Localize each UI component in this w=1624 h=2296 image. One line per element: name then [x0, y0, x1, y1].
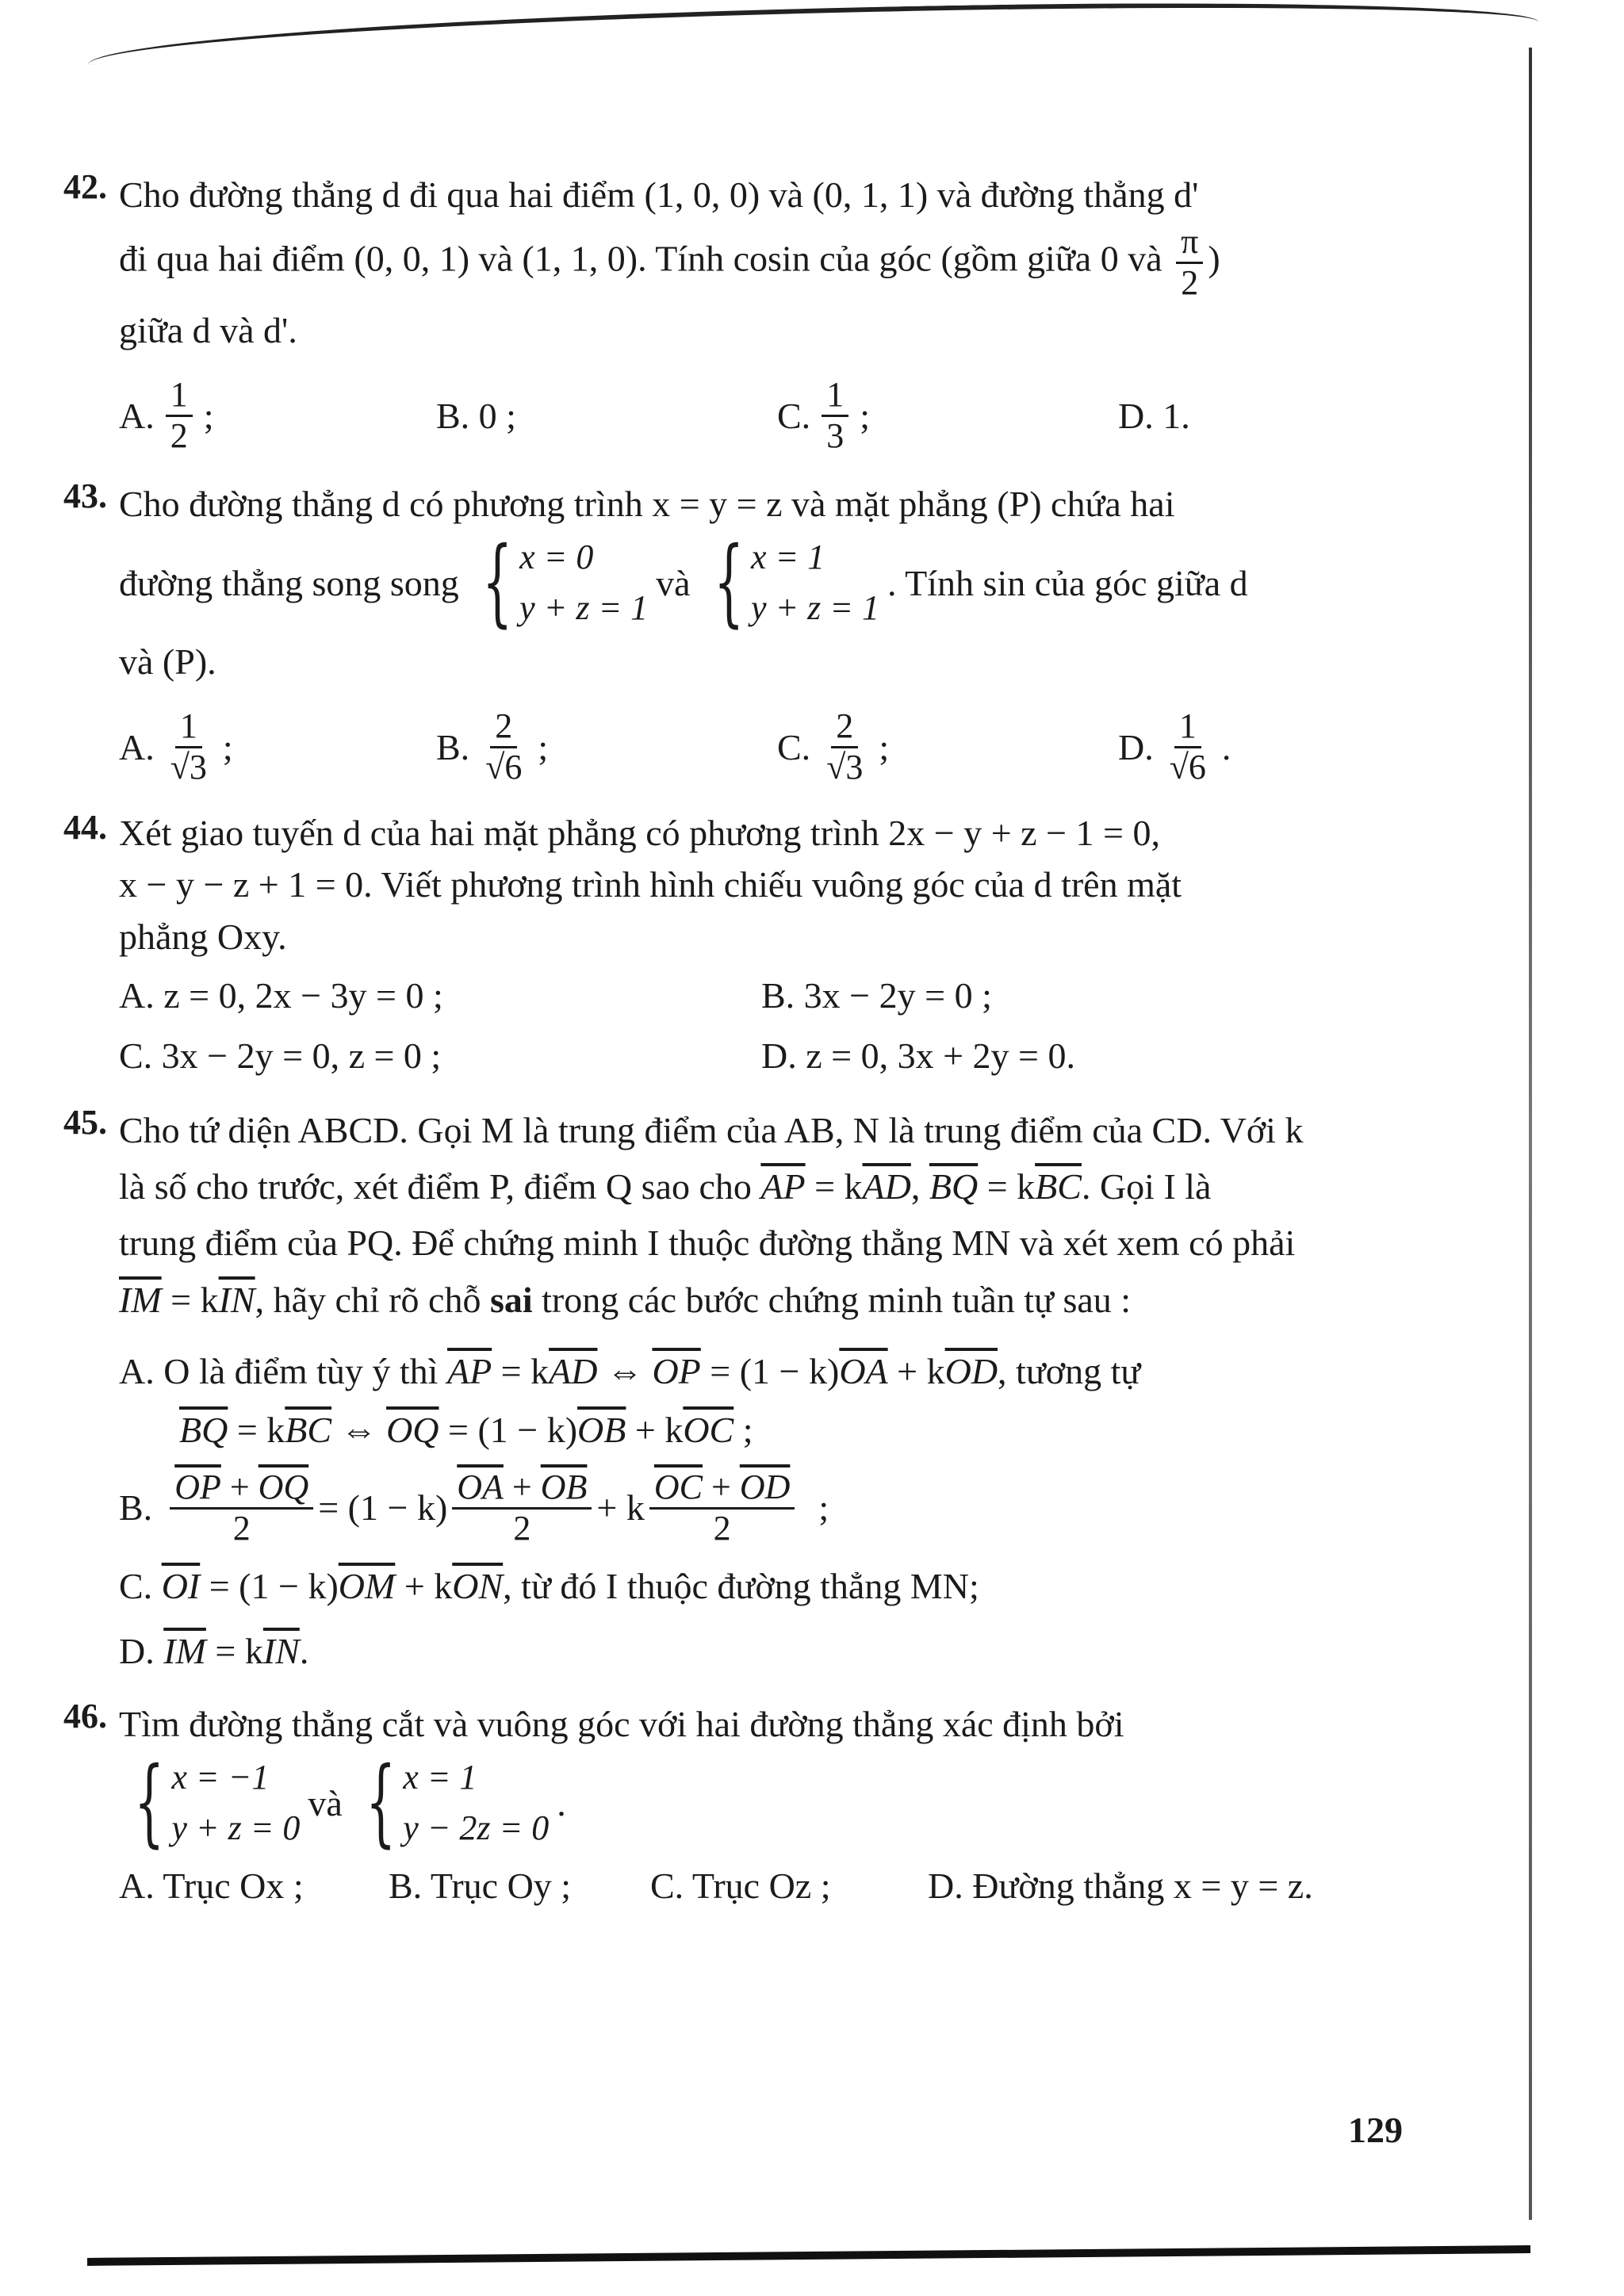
numerator — [649, 1468, 795, 1509]
equation-system — [699, 527, 879, 638]
fraction — [166, 707, 212, 786]
iff-symbol: ⇔ — [340, 1409, 377, 1450]
numerator: 1 — [166, 376, 193, 416]
option-b — [436, 707, 777, 786]
text-segment: . — [299, 1630, 309, 1671]
text-segment: = k — [986, 1166, 1036, 1207]
text-segment: = k — [215, 1630, 263, 1671]
text-segment: , tương tự — [998, 1351, 1141, 1392]
text-segment: = k — [236, 1409, 285, 1450]
text-line: giữa d và d'. — [119, 310, 297, 351]
text-line — [119, 1747, 1404, 1858]
vector: $\overline{OA}$ — [457, 1468, 504, 1507]
text-segment: = (1 − k) — [209, 1566, 339, 1606]
vector: $\overline{OQ}$ — [258, 1468, 309, 1507]
option-a: A. Trục Ox ; — [119, 1866, 304, 1907]
option-c — [777, 707, 1118, 786]
text-segment: + k — [596, 1487, 645, 1529]
text-segment: = (1 − k) — [448, 1409, 578, 1450]
option-a: A. z = 0, 2x − 3y = 0 ; — [119, 975, 443, 1016]
fraction — [170, 1468, 313, 1548]
brace-icon: { — [365, 1747, 396, 1858]
text-segment: ) — [1208, 238, 1220, 279]
question-46 — [63, 1696, 1404, 1907]
vector: $\overline{OP}$ — [652, 1351, 701, 1392]
text-segment: . — [557, 1782, 566, 1823]
brace-icon: { — [713, 527, 744, 638]
option-c: C. Trục Oz ; — [650, 1866, 831, 1907]
denominator: 2 — [713, 1508, 731, 1548]
vector: $\overline{BQ}$ — [929, 1166, 979, 1207]
question-42 — [63, 166, 1404, 455]
numerator: 1 — [1174, 707, 1201, 748]
option-end: ; — [222, 726, 233, 767]
option-b: B. 3x − 2y = 0 ; — [761, 975, 992, 1016]
text-line: Xét giao tuyến d của hai mặt phẳng có phương trình 2x − y + z − 1 = 0, — [119, 813, 1160, 854]
question-number: 44. — [63, 808, 107, 848]
text-line — [119, 223, 1404, 302]
iff-symbol: ⇔ — [606, 1351, 643, 1392]
vector: $\overline{OD}$ — [944, 1351, 998, 1392]
denominator: √6 — [1169, 747, 1206, 786]
vector: $\overline{ON}$ — [452, 1566, 504, 1606]
text-segment: + k — [634, 1409, 684, 1450]
text-segment: ; — [742, 1409, 753, 1450]
fraction — [1176, 223, 1203, 302]
text-line — [119, 1158, 1404, 1215]
text-segment: và — [656, 562, 691, 603]
option-d — [119, 1622, 1404, 1681]
option-end: ; — [879, 726, 890, 767]
bold-word: sai — [489, 1279, 533, 1320]
denominator: √3 — [826, 747, 864, 786]
numerator: 1 — [175, 707, 202, 748]
denominator: 3 — [826, 415, 845, 455]
text-line: và (P). — [119, 641, 216, 683]
text-segment: + k — [897, 1351, 945, 1392]
denominator: 2 — [1181, 262, 1199, 302]
fraction — [649, 1468, 795, 1548]
text-segment: , hãy chỉ rõ chỗ — [255, 1279, 481, 1320]
vector: $\overline{OA}$ — [839, 1351, 888, 1392]
fraction — [452, 1468, 592, 1548]
answer-options — [119, 376, 1404, 455]
text-segment: = k — [814, 1166, 863, 1207]
text-segment: ; — [818, 1487, 829, 1529]
question-text — [119, 807, 1404, 962]
text-segment: , — [910, 1166, 921, 1207]
vector: $\overline{IM}$ — [119, 1279, 162, 1320]
numerator: π — [1176, 223, 1203, 263]
denominator: √6 — [485, 747, 523, 786]
equation: y + z = 1 — [519, 588, 649, 628]
text-segment: = k — [170, 1279, 219, 1320]
question-number: 42. — [63, 167, 107, 206]
plus: + — [710, 1468, 731, 1507]
equation: y + z = 1 — [750, 588, 879, 628]
option-a — [119, 376, 436, 455]
system-lines — [171, 1752, 300, 1854]
text-segment: . Tính sin của góc giữa d — [887, 562, 1248, 603]
plus: + — [229, 1468, 250, 1507]
equation: y + z = 0 — [171, 1808, 301, 1848]
page-edge-top — [87, 0, 1539, 65]
option-label: A. — [119, 395, 155, 436]
question-text — [119, 1696, 1404, 1858]
vector: $\overline{OC}$ — [653, 1468, 703, 1507]
numerator: 1 — [822, 376, 848, 416]
page-edge-bottom — [87, 2245, 1530, 2266]
denominator: 2 — [232, 1508, 251, 1548]
option-label: D. 1. — [1118, 395, 1190, 436]
numerator — [452, 1468, 592, 1509]
option-label: D. — [119, 1630, 155, 1671]
system-lines — [751, 532, 879, 633]
text-line: Cho tứ diện ABCD. Gọi M là trung điểm của AB, N là trung điểm của CD. Với k — [119, 1109, 1304, 1150]
option-end: ; — [203, 395, 214, 436]
text-segment: trong các bước chứng minh tuần tự sau : — [542, 1279, 1132, 1320]
question-number: 46. — [63, 1697, 107, 1736]
text-segment: + k — [404, 1566, 453, 1606]
option-end: . — [1221, 726, 1231, 767]
option-c — [777, 376, 1118, 455]
vector: $\overline{BQ}$ — [179, 1409, 228, 1450]
fraction — [822, 376, 848, 455]
plus: + — [511, 1468, 532, 1507]
denominator: 2 — [513, 1508, 531, 1548]
vector: $\overline{AP}$ — [760, 1166, 806, 1207]
option-d: D. Đường thẳng x = y = z. — [928, 1866, 1313, 1907]
option-label: B. — [119, 1487, 153, 1529]
answer-options — [119, 966, 1404, 1086]
vector: $\overline{OI}$ — [161, 1566, 201, 1606]
equation: x = 0 — [519, 538, 594, 577]
answer-options — [119, 1865, 1404, 1907]
text-segment: đường thẳng song song — [119, 562, 459, 603]
option-b — [436, 395, 777, 437]
vector: $\overline{OD}$ — [739, 1468, 791, 1507]
text-segment: = (1 − k) — [710, 1351, 840, 1392]
question-text — [119, 166, 1404, 358]
text-segment: đi qua hai điểm (0, 0, 1) và (1, 1, 0). Tính cosin của góc (gồm giữa 0 và — [119, 238, 1162, 279]
text-line: Cho đường thẳng d đi qua hai điểm (1, 0, 0) và (0, 1, 1) và đường thẳng d' — [119, 174, 1199, 215]
vector: $\overline{OP}$ — [174, 1468, 221, 1507]
option-label: D. — [1118, 726, 1154, 767]
text-segment: = k — [500, 1351, 550, 1392]
option-end: ; — [860, 395, 870, 436]
text-line: x − y − z + 1 = 0. Viết phương trình hình chiếu vuông góc của d trên mặt — [119, 864, 1182, 905]
vector: $\overline{IN}$ — [262, 1630, 300, 1671]
vector: $\overline{IN}$ — [218, 1279, 255, 1320]
option-b: B. Trục Oy ; — [389, 1866, 572, 1907]
system-lines — [519, 532, 648, 633]
equation: y − 2z = 0 — [403, 1808, 550, 1848]
answer-options — [119, 707, 1404, 786]
option-label: C. — [777, 726, 811, 767]
vector: $\overline{AP}$ — [446, 1351, 492, 1392]
denominator: 2 — [170, 415, 188, 455]
fraction — [1165, 707, 1211, 786]
numerator: 2 — [831, 707, 858, 748]
text-line: trung điểm của PQ. Để chứng minh I thuộc đường thẳng MN và xét xem có phải — [119, 1223, 1296, 1264]
option-label: C. — [777, 395, 811, 436]
equation: x = 1 — [403, 1758, 477, 1797]
vector: $\overline{BC}$ — [1035, 1166, 1082, 1207]
vector: $\overline{OC}$ — [683, 1409, 734, 1450]
text-segment: = (1 − k) — [318, 1487, 448, 1529]
option-end: ; — [538, 726, 549, 767]
vector: $\overline{BC}$ — [285, 1409, 332, 1450]
question-number: 45. — [63, 1102, 107, 1142]
question-text — [119, 1102, 1404, 1328]
vector: $\overline{OM}$ — [338, 1566, 396, 1606]
option-label: C. — [119, 1566, 153, 1606]
equation: x = −1 — [171, 1758, 270, 1797]
text-segment: , từ đó I thuộc đường thẳng MN; — [503, 1566, 979, 1606]
text-line: Cho đường thẳng d có phương trình x = y = z và mặt phẳng (P) chứa hai — [119, 484, 1175, 525]
text-line — [119, 1272, 1404, 1328]
option-b — [119, 1468, 1404, 1548]
brace-icon: { — [481, 527, 513, 638]
text-line: phẳng Oxy. — [119, 916, 287, 957]
text-segment: A. O là điểm tùy ý thì — [119, 1351, 439, 1392]
option-d: D. z = 0, 3x + 2y = 0. — [761, 1035, 1075, 1076]
text-segment: là số cho trước, xét điểm P, điểm Q sao cho — [119, 1166, 752, 1207]
option-a-continued — [119, 1401, 1404, 1460]
text-segment: . Gọi I là — [1081, 1166, 1212, 1207]
fraction — [481, 707, 527, 786]
vector: $\overline{OB}$ — [540, 1468, 588, 1507]
equation-system — [119, 1747, 301, 1858]
page-number: 129 — [1348, 2110, 1403, 2150]
page-content — [63, 166, 1404, 1923]
option-a — [119, 1342, 1404, 1401]
question-44 — [63, 807, 1404, 1086]
question-text — [119, 476, 1404, 690]
option-d — [1118, 395, 1404, 437]
option-label: B. — [436, 726, 470, 767]
vector: $\overline{AD}$ — [862, 1166, 911, 1207]
text-segment: và — [308, 1782, 343, 1823]
system-lines — [403, 1752, 549, 1854]
text-line — [119, 527, 1404, 638]
vector: $\overline{AD}$ — [549, 1351, 598, 1392]
vector: $\overline{OQ}$ — [386, 1409, 439, 1450]
numerator — [170, 1468, 313, 1509]
numerator: 2 — [490, 707, 517, 748]
equation: x = 1 — [750, 538, 825, 577]
equation-system — [467, 527, 649, 638]
fraction — [822, 707, 868, 786]
option-a — [119, 707, 436, 786]
question-45 — [63, 1102, 1404, 1680]
equation-system — [350, 1747, 550, 1858]
question-number: 43. — [63, 476, 107, 516]
option-c: C. 3x − 2y = 0, z = 0 ; — [119, 1035, 442, 1076]
vector: $\overline{IM}$ — [163, 1630, 206, 1671]
question-43 — [63, 476, 1404, 786]
option-label: A. — [119, 726, 155, 767]
text-line: Tìm đường thẳng cắt và vuông góc với hai đường thẳng xác định bởi — [119, 1704, 1124, 1745]
fraction — [166, 376, 193, 455]
denominator: √3 — [170, 747, 207, 786]
option-c — [119, 1557, 1404, 1616]
page-edge-right — [1529, 48, 1532, 2220]
option-d — [1118, 707, 1404, 786]
vector: $\overline{OB}$ — [577, 1409, 626, 1450]
brace-icon: { — [134, 1747, 165, 1858]
option-label: B. 0 ; — [436, 395, 516, 436]
